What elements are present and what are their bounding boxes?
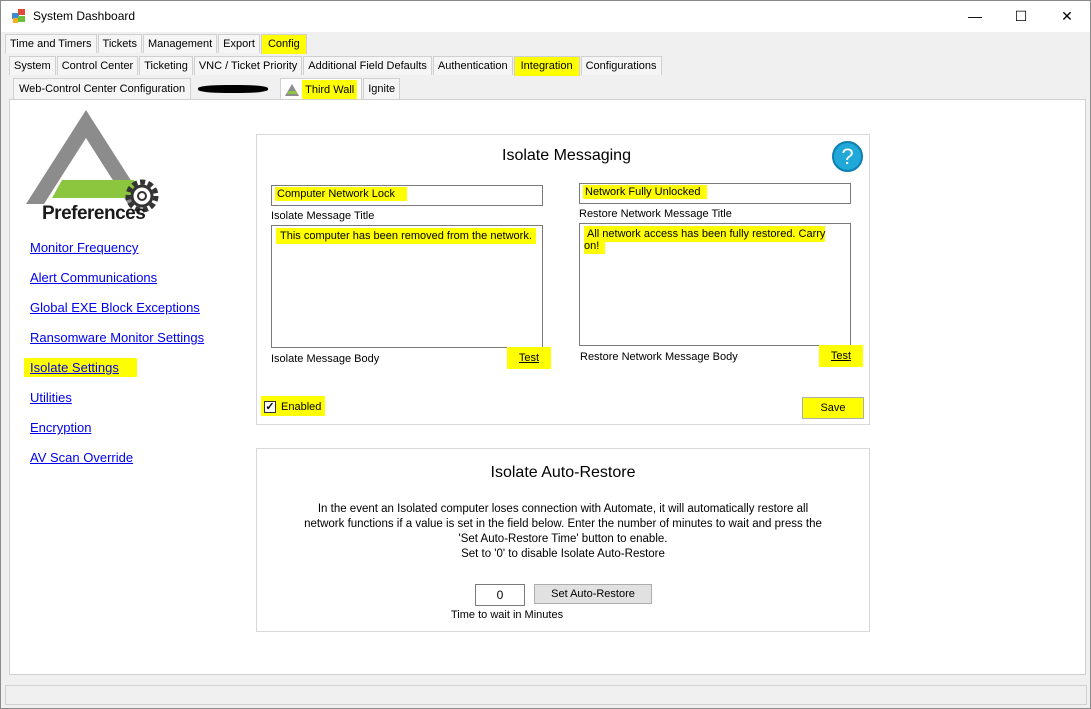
set-auto-restore-button[interactable]: Set Auto-Restore (534, 584, 652, 604)
auto-restore-title: Isolate Auto-Restore (490, 464, 636, 481)
tab-time-and-timers[interactable]: Time and Timers (5, 34, 97, 53)
tab-ticketing[interactable]: Ticketing (139, 56, 193, 75)
minimize-button[interactable]: — (968, 8, 982, 24)
isolate-messaging-title: Isolate Messaging (502, 147, 631, 164)
link-ransomware-monitor-settings[interactable]: Ransomware Monitor Settings (30, 330, 205, 345)
isolate-messaging-panel (256, 134, 870, 425)
save-button[interactable]: Save (802, 397, 864, 419)
isolate-body-textarea[interactable]: This computer has been removed from the network. (271, 225, 543, 348)
tab-management[interactable]: Management (143, 34, 217, 53)
third-wall-tab-icon (285, 84, 299, 96)
enabled-checkbox[interactable]: ✓ (265, 401, 275, 413)
tab-third-wall[interactable] (280, 78, 362, 100)
tab-control-center[interactable]: Control Center (57, 56, 139, 75)
link-global-exe-block-exceptions[interactable]: Global EXE Block Exceptions (30, 300, 200, 315)
status-bar (5, 685, 1087, 705)
close-button[interactable]: ✕ (1061, 7, 1073, 24)
tab-web-control-center-configuration[interactable]: Web-Control Center Configuration (13, 78, 191, 99)
link-utilities[interactable]: Utilities (30, 390, 72, 405)
tab-additional-field-defaults[interactable]: Additional Field Defaults (303, 56, 432, 75)
help-button[interactable]: ? (832, 141, 863, 172)
link-av-scan-override[interactable]: AV Scan Override (30, 450, 134, 465)
auto-restore-minutes-label: Time to wait in Minutes (451, 609, 564, 621)
tab-configurations[interactable]: Configurations (581, 56, 662, 75)
tab-authentication[interactable]: Authentication (433, 56, 513, 75)
window-title: System Dashboard (33, 9, 136, 23)
auto-restore-panel (256, 448, 870, 632)
app-icon (12, 9, 28, 23)
restore-title-input[interactable]: Network Fully Unlocked (579, 183, 851, 204)
auto-restore-description: In the event an Isolated computer loses connection with Automate, it will automatically restore all network functions if a value is set in the field below. Enter the number of minutes to wait and press the 'Set Auto-Restore Time' button to enable. Set to '0' to disable Isolate Auto-Restore (304, 503, 822, 560)
restore-body-textarea[interactable]: All network access has been fully restored. Carry on! (579, 223, 851, 346)
link-monitor-frequency[interactable]: Monitor Frequency (30, 240, 139, 255)
preferences-label: Preferences (42, 203, 146, 224)
main-tab-bar (5, 34, 308, 54)
config-tab-bar (9, 56, 663, 76)
tab-system[interactable]: System (9, 56, 56, 75)
tab-integration[interactable]: Integration (514, 56, 580, 76)
link-encryption[interactable]: Encryption (30, 420, 92, 435)
restore-body-label: Restore Network Message Body (580, 351, 738, 363)
auto-restore-minutes-input[interactable]: 0 (475, 584, 525, 606)
enabled-label: Enabled (281, 401, 322, 413)
restore-title-label: Restore Network Message Title (579, 208, 732, 220)
redacted-tab (192, 78, 280, 99)
tab-ignite[interactable]: Ignite (363, 78, 400, 99)
isolate-test-button[interactable]: Test (507, 347, 551, 369)
third-wall-tab-label: Third Wall (302, 80, 357, 100)
maximize-button[interactable]: ☐ (1014, 7, 1028, 24)
restore-test-button[interactable]: Test (819, 345, 863, 367)
isolate-title-label: Isolate Message Title (271, 210, 375, 222)
isolate-title-input[interactable]: Computer Network Lock (271, 185, 543, 206)
isolate-body-label: Isolate Message Body (271, 353, 380, 365)
content-pane (9, 99, 1086, 675)
link-alert-communications[interactable]: Alert Communications (30, 270, 158, 285)
tab-export[interactable]: Export (218, 34, 260, 53)
title-bar (1, 1, 1090, 32)
tab-tickets[interactable]: Tickets (98, 34, 142, 53)
link-isolate-settings[interactable]: Isolate Settings (24, 358, 137, 377)
integration-tab-bar (13, 78, 401, 100)
tab-config[interactable]: Config (261, 34, 307, 54)
tab-vnc-ticket-priority[interactable]: VNC / Ticket Priority (194, 56, 302, 75)
